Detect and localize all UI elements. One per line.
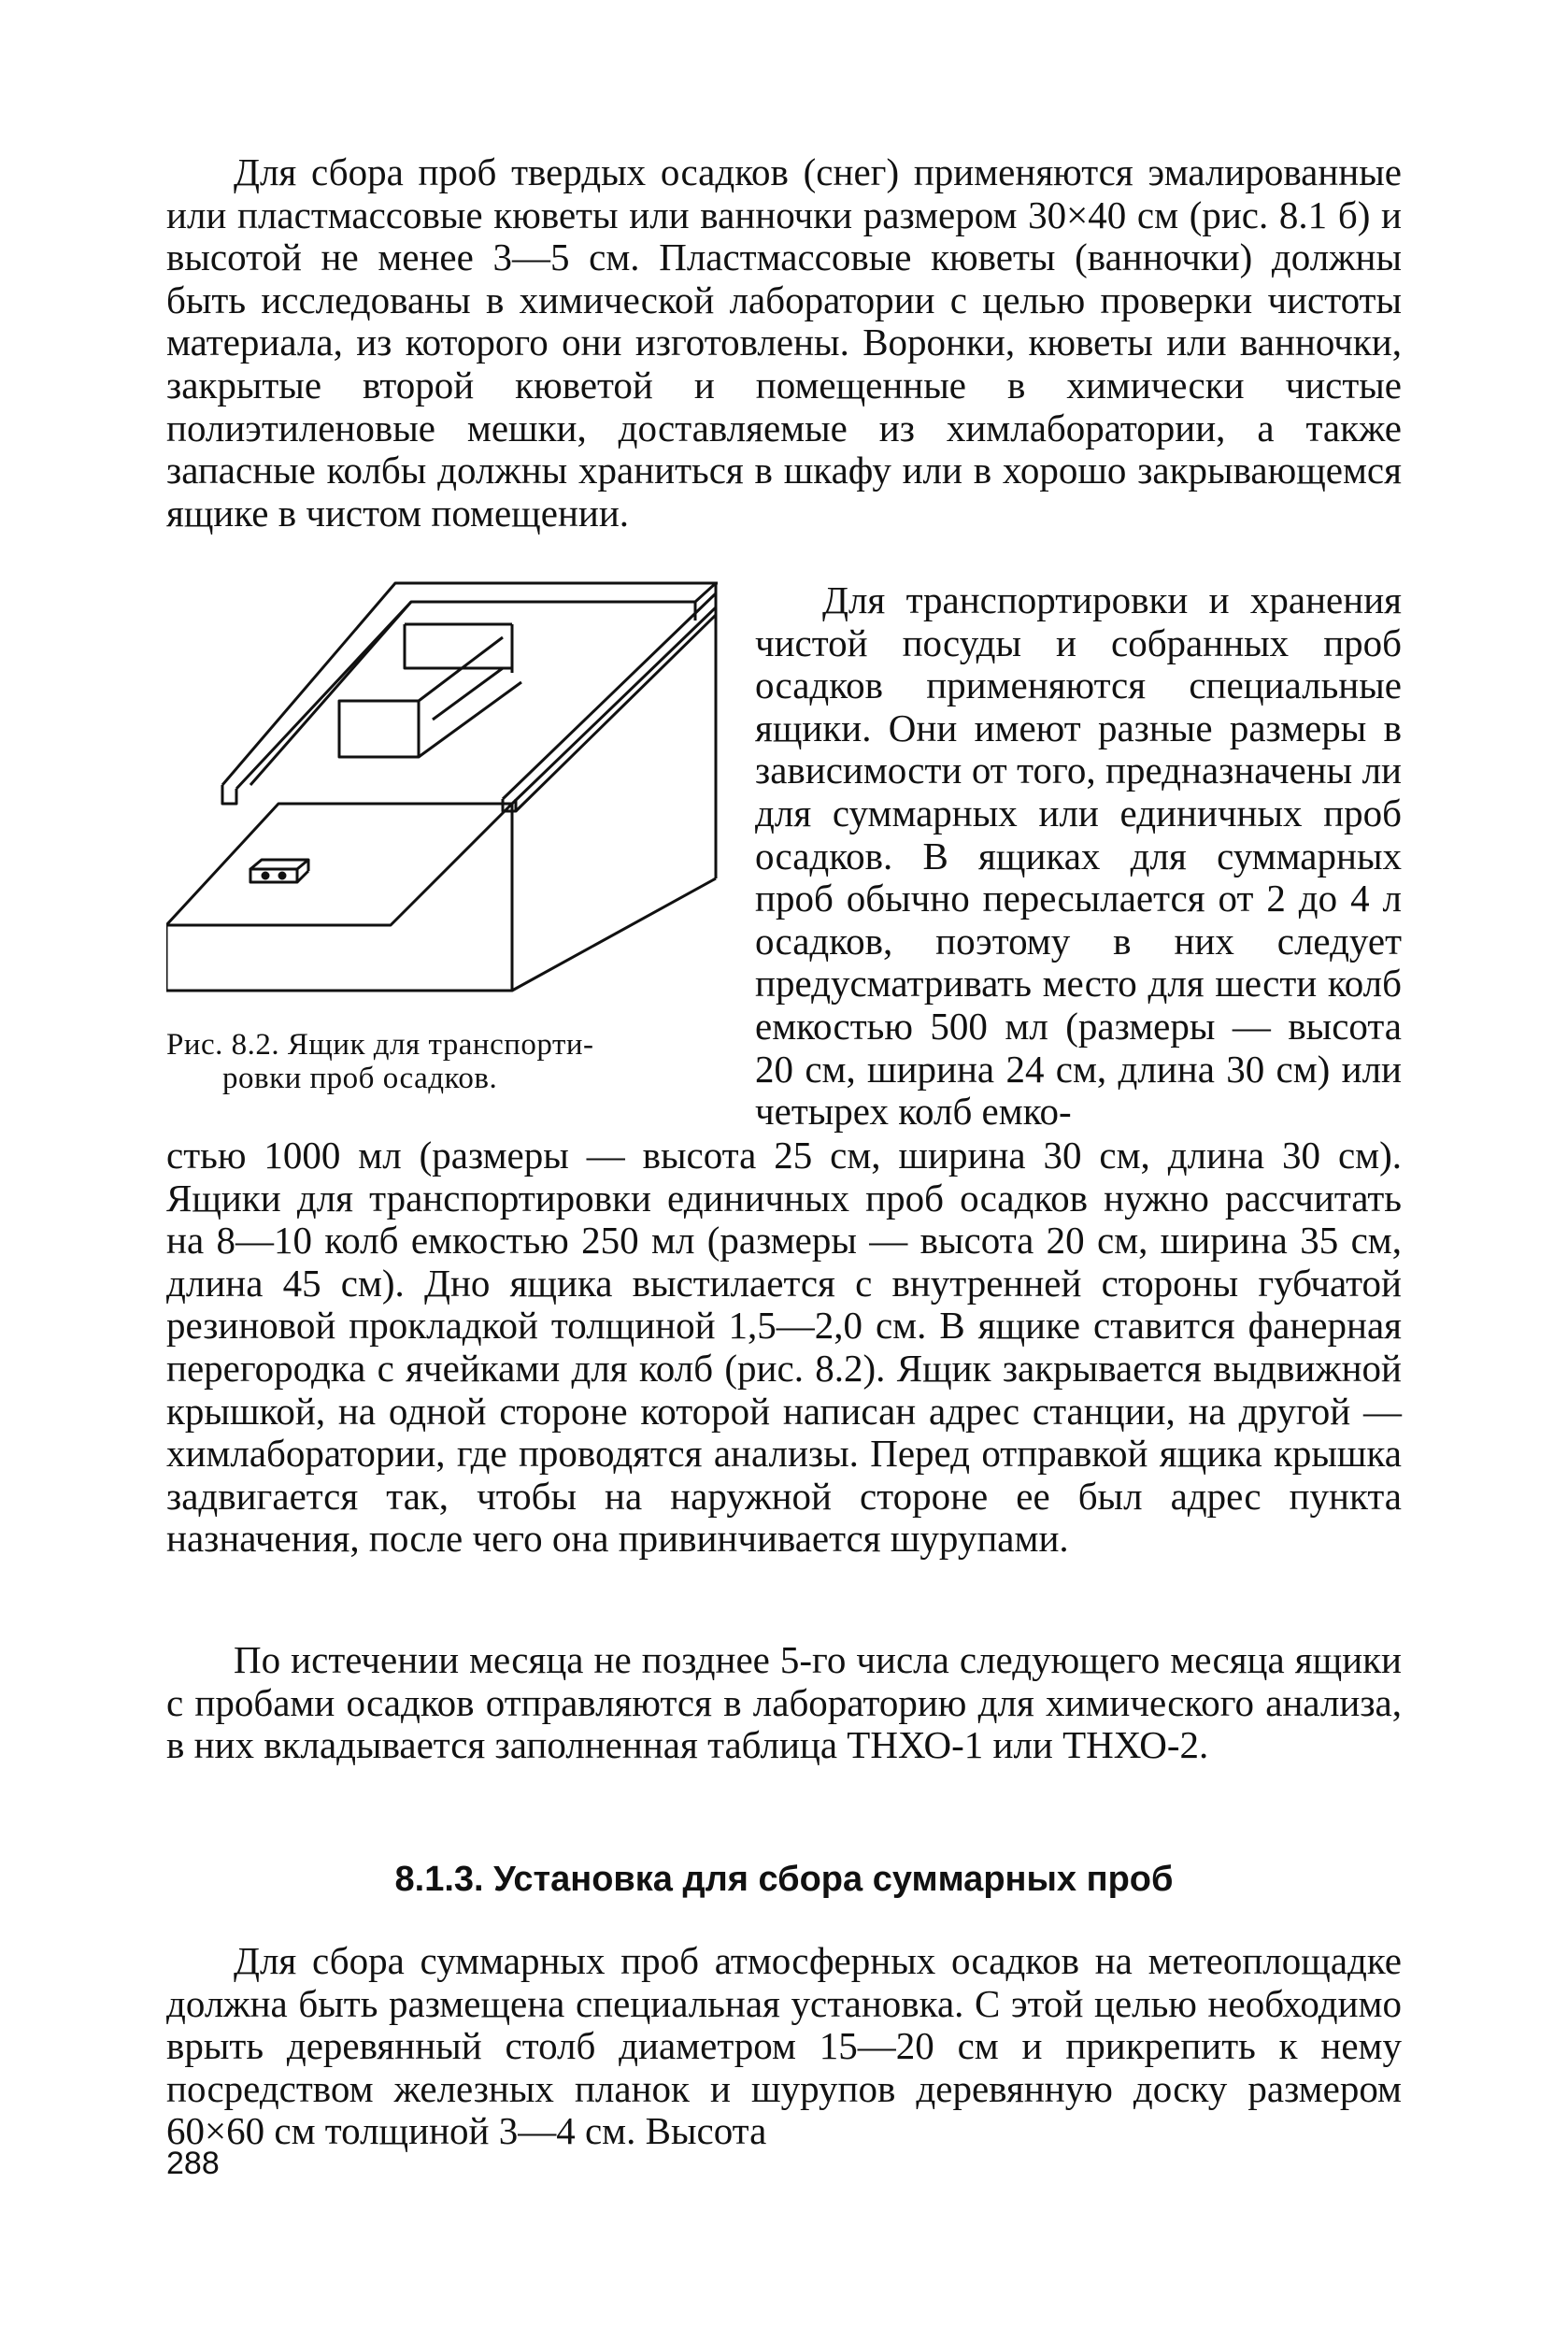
paragraph-transport-boxes-continued: стью 1000 мл (размеры — высота 25 см, ширина 30 см, длина 30 см). Ящики для транспортировки единичных проб осадков нужно рассчитать на 8—10 колб емкостью 250 мл (размеры — высота 20 см, ширина 35 см, длина 45 см). Дно ящика выстилается с внутренней стороны губчатой резиновой прокладкой толщиной 1,5—2,0 см. В ящике ставится фанерная перегородка с ячейками для колб (рис. 8.2). Ящик закрывается выдвижной крышкой, на одной стороне которой написан адрес станции, на другой — химлаборатории, где проводятся анализы. Перед отправкой ящика крышка задвигается так, чтобы на наружной стороне ее был адрес пункта назначения, после чего она привинчивается шурупами. — [166, 1134, 1402, 1561]
paragraph-transport-boxes: Для транспортировки и хранения чистой посуды и собранных проб осадков применяются специальные ящики. Они имеют разные размеры в зависимости от того, предназначены ли для суммарных или единичных проб осадков. В ящиках для суммарных проб обычно пересылается от 2 до 4 л осадков, поэтому в них следует предусматривать место для шести колб емкостью 500 мл (размеры — высота 20 см, ширина 24 см, длина 30 см) или четырех колб емко- — [755, 578, 1402, 1134]
transport-box-illustration — [166, 570, 718, 1009]
paragraph-installation: Для сбора суммарных проб атмосферных осадков на метеоплощадке должна быть размещена специальная установка. С этой целью необходимо врыть деревянный столб диаметром 15—20 см и прикрепить к нему посредством железных планок и шурупов деревянную доску размером 60×60 см толщиной 3—4 см. Высота — [166, 1939, 1402, 2153]
page-number: 288 — [166, 2146, 220, 2181]
paragraph-monthly-dispatch: По истечении месяца не позднее 5-го числа следующего месяца ящики с пробами осадков отправляются в лабораторию для химического анализа, в них вкладывается заполненная таблица ТНХО-1 или ТНХО-2. — [166, 1638, 1402, 1767]
paragraph-solid-precipitation: Для сбора проб твердых осадков (снег) применяются эмалированные или пластмассовые кюветы или ванночки размером 30×40 см (рис. 8.1 б) и высотой не менее 3—5 см. Пластмассовые кюветы (ванночки) должны быть исследованы в химической лаборатории с целью проверки чистоты материала, из которого они изготовлены. Воронки, кюветы или ванночки, закрытые второй кюветой и помещенные в химически чистые полиэтиленовые мешки, доставляемые из химлаборатории, а также запасные колбы должны храниться в шкафу или в хорошо закрывающемся ящике в чистом помещении. — [166, 150, 1402, 535]
figure-8-2 — [166, 570, 732, 1095]
caption-line-1: Рис. 8.2. Ящик для транспорти- — [166, 1028, 594, 1062]
caption-line-2: ровки проб осадков. — [222, 1062, 498, 1095]
figure-caption — [166, 1028, 732, 1095]
section-heading: 8.1.3. Установка для сбора суммарных проб — [394, 1860, 1174, 1899]
